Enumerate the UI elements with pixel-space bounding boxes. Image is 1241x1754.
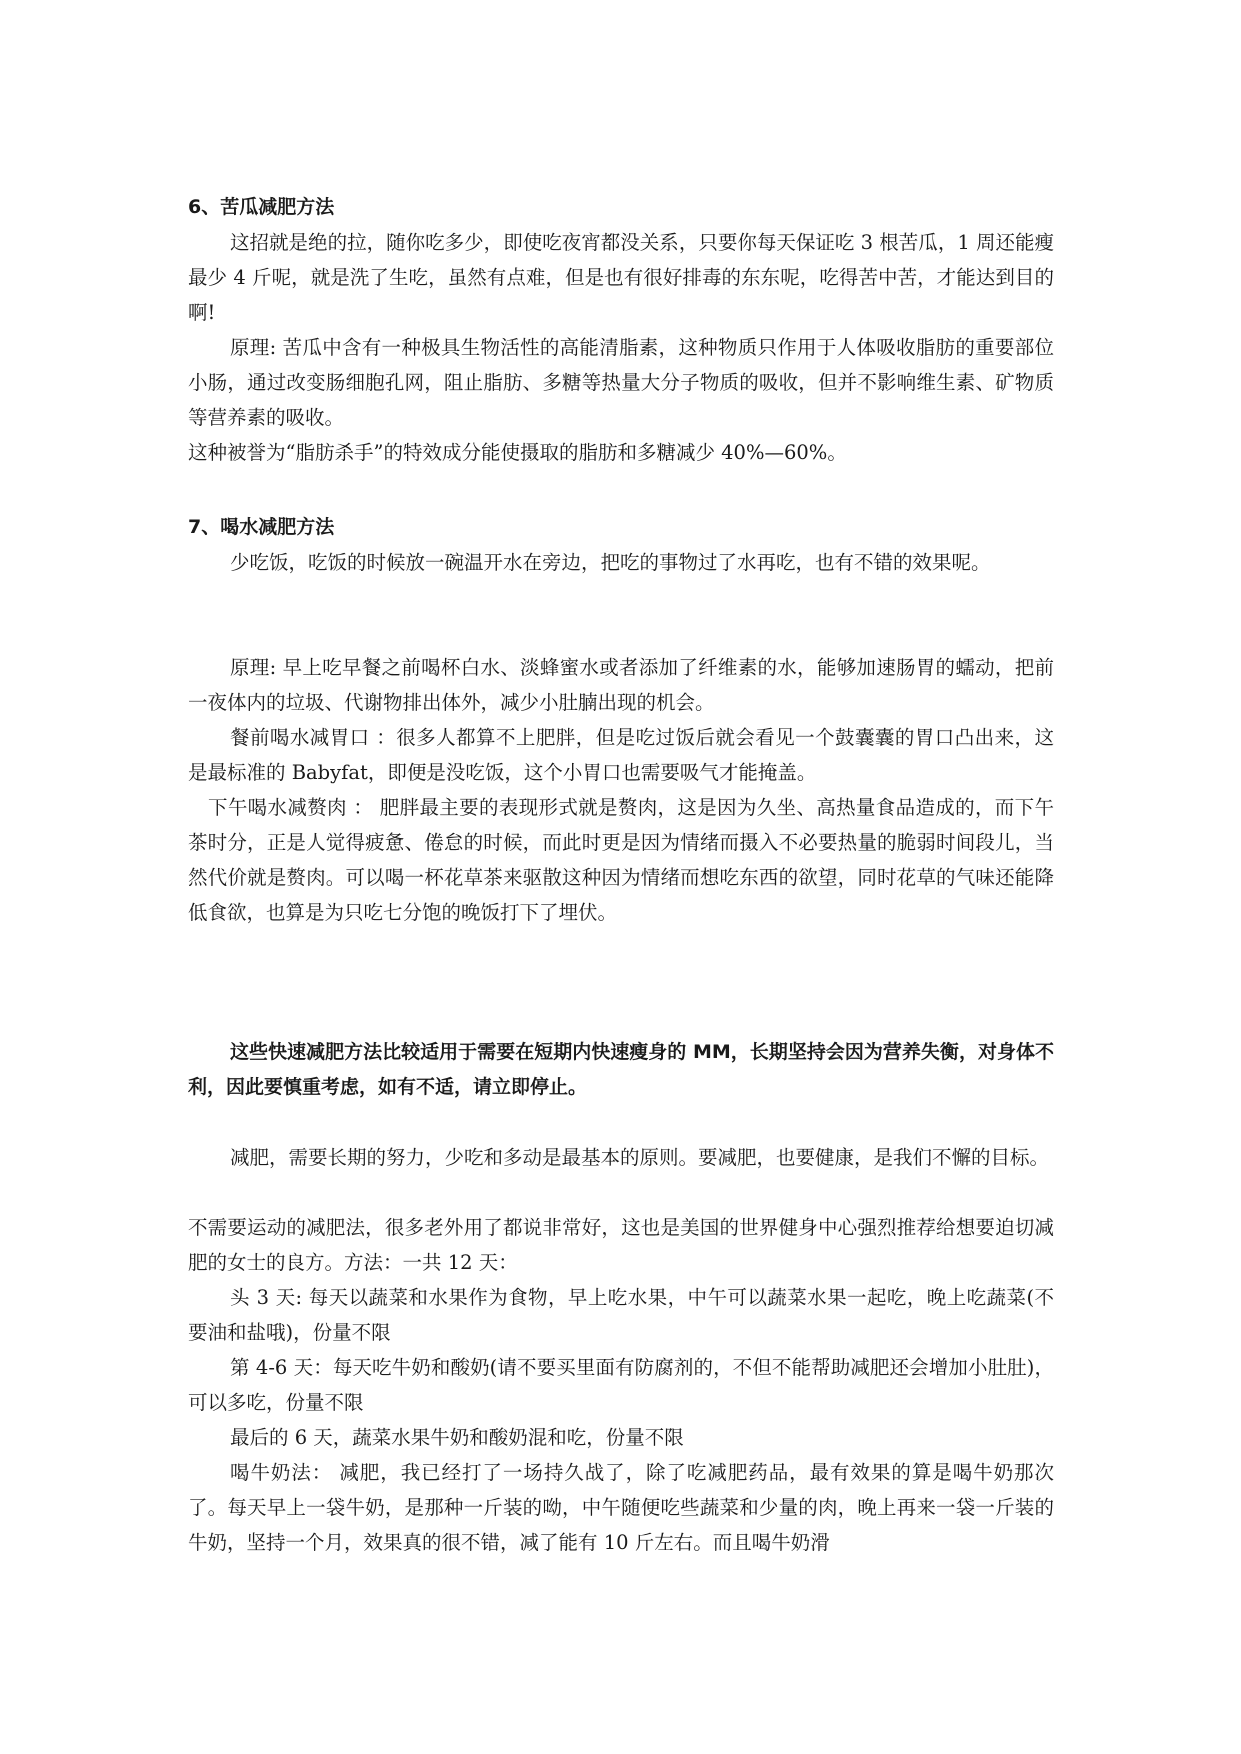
spacer <box>188 580 1054 650</box>
principle-paragraph: 减肥，需要长期的努力，少吃和多动是最基本的原则。要减肥，也要健康，是我们不懈的目标。 <box>230 1146 1050 1169</box>
document-page <box>188 190 1054 1560</box>
section-7-paragraph-4: 下午喝水减赘肉 ： 肥胖最主要的表现形式就是赘肉，这是因为久坐、高热量食品造成的，而下午茶时分，正是人觉得疲惫、倦怠的时候，而此时更是因为情绪而摄入不必要热量的脆弱时间段儿，当然代价就是赘肉。可以喝一杯花草茶来驱散这种因为情绪而想吃东西的欲望，同时花草的气味还能降低食欲，也算是为只吃七分饱的晚饭打下了埋伏。 <box>188 796 1054 924</box>
section-6-heading: 6、苦瓜减肥方法 <box>188 196 335 218</box>
no-exercise-intro: 不需要运动的减肥法，很多老外用了都说非常好，这也是美国的世界健身中心强烈推荐给想要迫切减肥的女士的良方。方法：一共 12 天： <box>188 1216 1054 1274</box>
section-7-paragraph-3: 餐前喝水减胃口 ：很多人都算不上肥胖，但是吃过饭后就会看见一个鼓囊囊的胃口凸出来，这是最标准的 Babyfat，即便是没吃饭，这个小胃口也需要吸气才能掩盖。 <box>188 726 1054 784</box>
warning-paragraph: 这些快速减肥方法比较适用于需要在短期内快速瘦身的 MM，长期坚持会因为营养失衡，对身体不利，因此要慎重考虑，如有不适，请立即停止。 <box>188 1041 1054 1098</box>
spacer <box>188 930 1054 1035</box>
no-exercise-step-1: 头 3 天: 每天以蔬菜和水果作为食物，早上吃水果，中午可以蔬菜水果一起吃，晚上吃蔬菜(不要油和盐哦)，份量不限 <box>188 1286 1054 1344</box>
spacer <box>188 1175 1054 1210</box>
section-6-paragraph-2: 原理: 苦瓜中含有一种极具生物活性的高能清脂素，这种物质只作用于人体吸收脂肪的重要部位小肠，通过改变肠细胞孔网，阻止脂肪、多糖等热量大分子物质的吸收，但并不影响维生素、矿物质等营养素的吸收。 <box>188 336 1054 429</box>
spacer <box>188 470 1054 510</box>
section-7-heading: 7、喝水减肥方法 <box>188 516 335 538</box>
spacer <box>188 1105 1054 1140</box>
section-7-paragraph-2: 原理: 早上吃早餐之前喝杯白水、淡蜂蜜水或者添加了纤维素的水，能够加速肠胃的蠕动，把前一夜体内的垃圾、代谢物排出体外，减少小肚腩出现的机会。 <box>188 656 1054 714</box>
section-6-paragraph-3: 这种被誉为“脂肪杀手”的特效成分能使摄取的脂肪和多糖减少 40%—60%。 <box>188 441 847 464</box>
section-6-paragraph-1: 这招就是绝的拉，随你吃多少，即使吃夜宵都没关系，只要你每天保证吃 3 根苦瓜，1 周还能瘦最少 4 斤呢，就是洗了生吃，虽然有点难，但是也有很好排毒的东东呢，吃得苦中苦，才能达到目的啊! <box>188 231 1054 324</box>
milk-method-paragraph: 喝牛奶法： 减肥，我已经打了一场持久战了，除了吃减肥药品，最有效果的算是喝牛奶那次了。每天早上一袋牛奶，是那种一斤装的呦，中午随便吃些蔬菜和少量的肉，晚上再来一袋一斤装的牛奶，坚持一个月，效果真的很不错，减了能有 10 斤左右。而且喝牛奶滑 <box>188 1461 1054 1554</box>
no-exercise-step-2: 第 4-6 天：每天吃牛奶和酸奶(请不要买里面有防腐剂的，不但不能帮助减肥还会增加小肚肚)，可以多吃，份量不限 <box>188 1356 1054 1414</box>
no-exercise-step-3: 最后的 6 天，蔬菜水果牛奶和酸奶混和吃，份量不限 <box>230 1426 684 1449</box>
section-7-paragraph-1: 少吃饭，吃饭的时候放一碗温开水在旁边，把吃的事物过了水再吃，也有不错的效果呢。 <box>230 551 991 574</box>
